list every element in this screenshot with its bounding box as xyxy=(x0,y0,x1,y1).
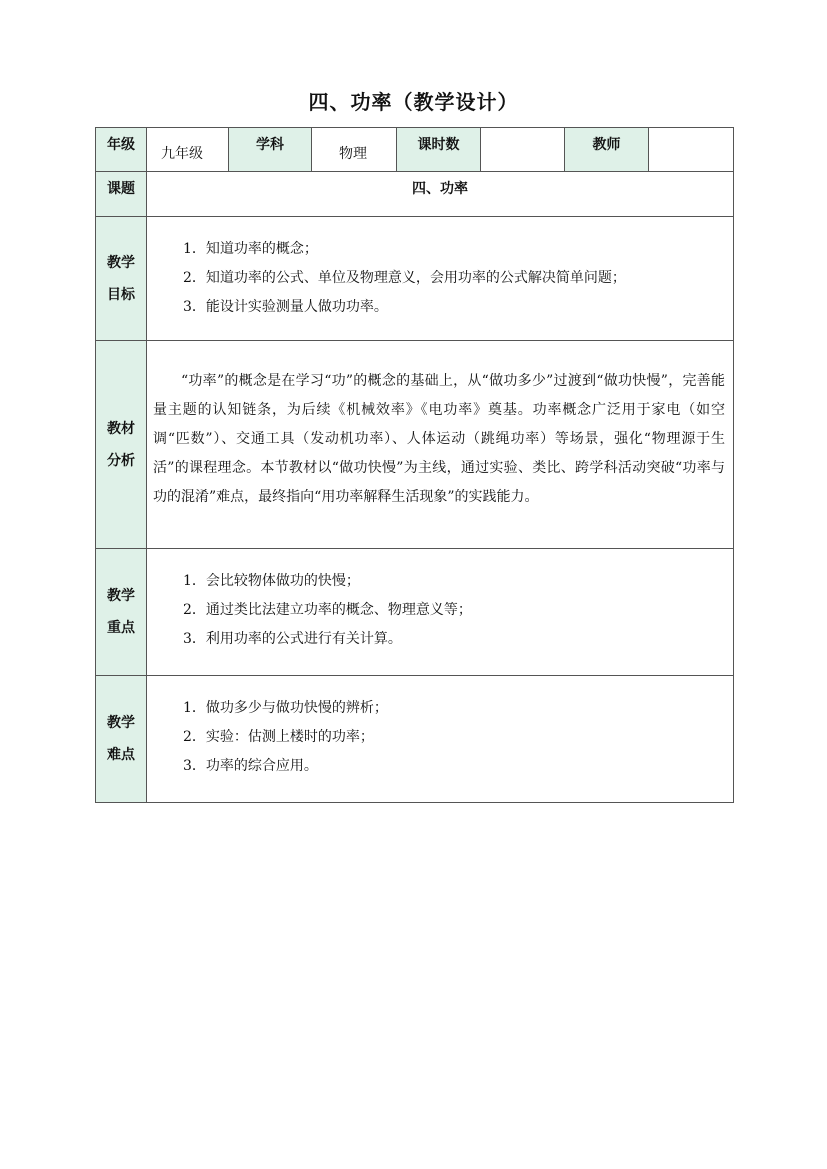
difficulty-item: 3．功率的综合应用。 xyxy=(183,758,318,774)
difficulties-row xyxy=(96,676,734,803)
topic-row xyxy=(96,172,734,217)
analysis-label-line2: 分析 xyxy=(107,452,135,469)
key-points-row xyxy=(96,549,734,676)
difficulties-label xyxy=(96,676,147,803)
key-point-item: 1．会比较物体做功的快慢； xyxy=(183,573,360,589)
key-point-item: 2．通过类比法建立功率的概念、物理意义等； xyxy=(183,602,472,618)
analysis-paragraph: “功率”的概念是在学习“功”的概念的基础上，从“做功多少”过渡到“做功快慢”，完善能量主题的认知链条，为后续《机械效率》《电功率》奠基。功率概念广泛用于家电（如空调“匹数”）、交通工具（发动机功率）、人体运动（跳绳功率）等场景，强化“物理源于生活”的课程理念。本节教材以“做功快慢”为主线，通过实验、类比、跨学科活动突破“功率与功的混淆”难点，最终指向“用功率解释生活现象”的实践能力。 xyxy=(153,373,725,505)
analysis-row xyxy=(96,341,734,549)
difficulty-item: 1．做功多少与做功快慢的辨析； xyxy=(183,700,388,716)
key-points-label xyxy=(96,549,147,676)
grade-label: 年级 xyxy=(96,128,147,172)
objectives-row xyxy=(96,217,734,341)
key-points-label-line2: 重点 xyxy=(107,620,135,636)
page-title: 四、功率（教学设计） xyxy=(308,90,519,114)
objectives-label-line2: 目标 xyxy=(107,286,135,303)
lesson-plan-table xyxy=(95,127,734,803)
header-row xyxy=(96,128,734,172)
teacher-label: 教师 xyxy=(565,128,649,172)
key-point-item: 3．利用功率的公式进行有关计算。 xyxy=(183,631,402,647)
objectives-list xyxy=(147,217,734,341)
analysis-label xyxy=(96,341,147,549)
objective-item: 2．知道功率的公式、单位及物理意义，会用功率的公式解决简单问题； xyxy=(183,270,626,286)
analysis-label-line1: 教材 xyxy=(107,420,135,437)
objectives-label-line1: 教学 xyxy=(107,254,135,271)
lessons-value xyxy=(481,128,565,172)
analysis-text-cell xyxy=(147,341,734,549)
key-points-label-line1: 教学 xyxy=(107,588,135,604)
objective-item: 1．知道功率的概念； xyxy=(183,241,318,257)
subject-value: 物理 xyxy=(312,128,397,172)
key-points-list xyxy=(147,549,734,676)
objective-item: 3．能设计实验测量人做功功率。 xyxy=(183,299,388,315)
objectives-label xyxy=(96,217,147,341)
difficulties-label-line1: 教学 xyxy=(107,715,135,731)
topic-value: 四、功率 xyxy=(147,172,734,217)
difficulties-list xyxy=(147,676,734,803)
teacher-value xyxy=(649,128,734,172)
lessons-label: 课时数 xyxy=(397,128,481,172)
difficulty-item: 2．实验：估测上楼时的功率； xyxy=(183,729,374,745)
subject-label: 学科 xyxy=(229,128,312,172)
topic-label: 课题 xyxy=(96,172,147,217)
difficulties-label-line2: 难点 xyxy=(107,747,135,763)
grade-value: 九年级 xyxy=(147,128,229,172)
